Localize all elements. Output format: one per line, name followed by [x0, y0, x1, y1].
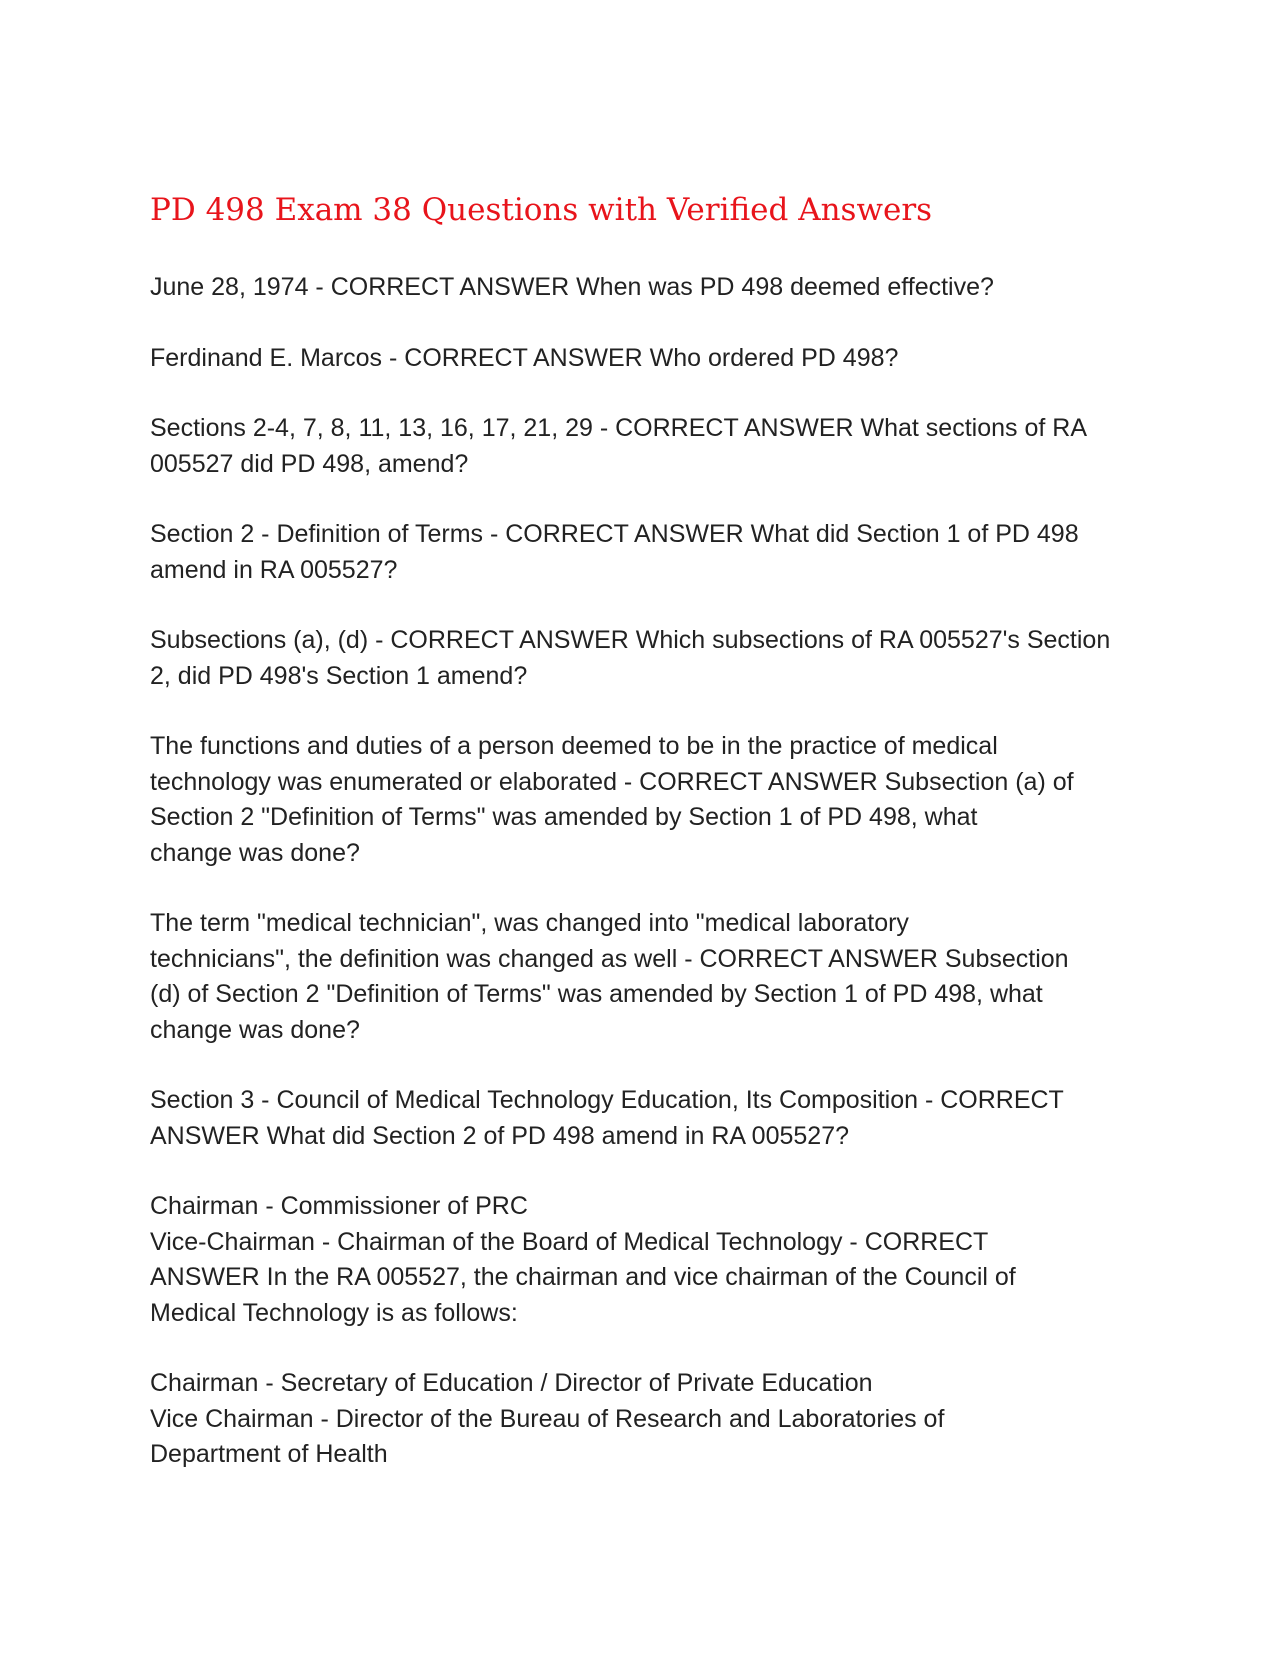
qa-line: Section 2 - Definition of Terms - CORRECT ANSWER What did Section 1 of PD 498	[150, 520, 1079, 548]
qa-line: Subsections (a), (d) - CORRECT ANSWER Which subsections of RA 005527's Section	[150, 626, 1111, 654]
qa-line: Chairman - Commissioner of PRC	[150, 1192, 528, 1220]
qa-entry-10	[150, 1366, 1140, 1473]
qa-entry-8	[150, 1083, 1140, 1154]
qa-line: amend in RA 005527?	[150, 555, 398, 584]
qa-entry-3	[150, 411, 1140, 482]
qa-line: technicians", the definition was changed as well - CORRECT ANSWER Subsection	[150, 944, 1069, 973]
qa-line: Vice-Chairman - Chairman of the Board of Medical Technology - CORRECT	[150, 1227, 989, 1256]
qa-line: Medical Technology is as follows:	[150, 1298, 518, 1327]
qa-entry-9	[150, 1189, 1140, 1331]
qa-entry-7	[150, 906, 1140, 1048]
qa-line: (d) of Section 2 "Definition of Terms" was amended by Section 1 of PD 498, what	[150, 980, 1043, 1008]
qa-line: ANSWER What did Section 2 of PD 498 amend in RA 005527?	[150, 1121, 849, 1150]
qa-line: Sections 2-4, 7, 8, 11, 13, 16, 17, 21, 29 - CORRECT ANSWER What sections of RA	[150, 414, 1087, 442]
qa-line: Department of Health	[150, 1440, 388, 1468]
qa-entry-2	[150, 341, 1140, 377]
qa-line: Chairman - Secretary of Education / Director of Private Education	[150, 1369, 873, 1397]
document-title: PD 498 Exam 38 Questions with Verified Answers	[150, 192, 933, 228]
qa-line: technology was enumerated or elaborated - CORRECT ANSWER Subsection (a) of	[150, 767, 1074, 796]
qa-line: change was done?	[150, 1015, 360, 1044]
qa-entry-1	[150, 270, 1140, 306]
qa-entry-4	[150, 517, 1140, 588]
qa-line: Vice Chairman - Director of the Bureau of Research and Laboratories of	[150, 1404, 945, 1433]
qa-line: 2, did PD 498's Section 1 amend?	[150, 661, 528, 690]
qa-line: Ferdinand E. Marcos - CORRECT ANSWER Who ordered PD 498?	[150, 343, 899, 372]
qa-line: The functions and duties of a person deemed to be in the practice of medical	[150, 732, 998, 760]
qa-entry-5	[150, 623, 1140, 694]
qa-line: ANSWER In the RA 005527, the chairman and vice chairman of the Council of	[150, 1263, 1016, 1291]
qa-line: Section 2 "Definition of Terms" was amended by Section 1 of PD 498, what	[150, 803, 978, 831]
qa-line: The term "medical technician", was changed into "medical laboratory	[150, 909, 909, 937]
qa-entry-6	[150, 729, 1140, 871]
qa-line: Section 3 - Council of Medical Technology Education, Its Composition - CORRECT	[150, 1086, 1064, 1114]
qa-line: change was done?	[150, 838, 360, 867]
document-body	[150, 190, 1140, 1508]
qa-line: 005527 did PD 498, amend?	[150, 449, 469, 478]
qa-line: June 28, 1974 - CORRECT ANSWER When was PD 498 deemed effective?	[150, 273, 994, 301]
